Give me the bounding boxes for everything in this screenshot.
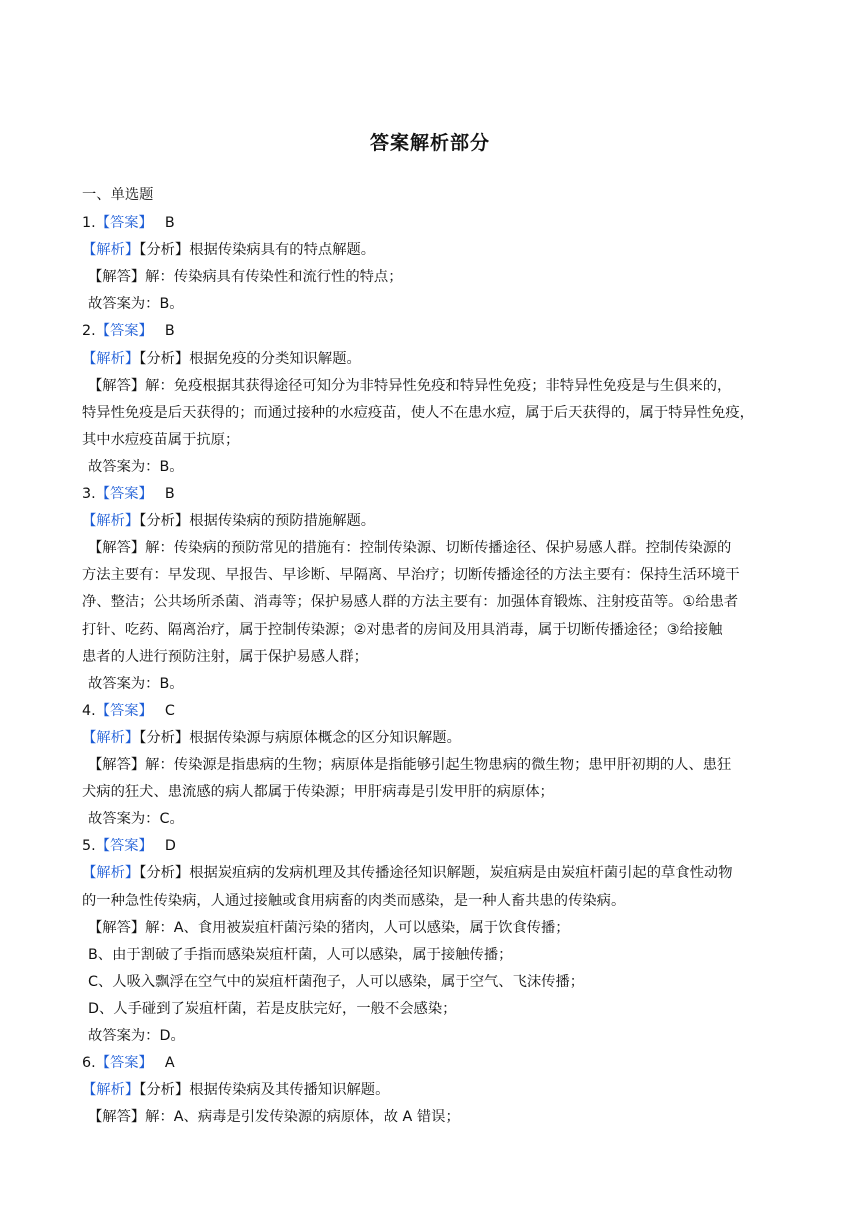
solution-line: 【解答】解：免疫根据其获得途径可知分为非特异性免疫和特异性免疫；非特异性免疫是与生俱来的，	[88, 377, 732, 394]
solution-line: 故答案为：B。	[88, 458, 184, 475]
solution-line: 【解答】解：传染源是指患病的生物；病原体是指能够引起生物患病的微生物；患甲肝初期的人、患狂	[88, 757, 732, 773]
answer-label: 【答案】	[95, 838, 153, 855]
answer-line	[82, 321, 782, 341]
analysis-label: 【解析】	[82, 1082, 140, 1099]
solution-line: 【解答】解：A、食用被炭疽杆菌污染的猪肉，人可以感染，属于饮食传播；	[88, 919, 570, 936]
page-title: 答案解析部分	[369, 132, 490, 154]
answer-value: B	[164, 215, 175, 231]
solution-line: 故答案为：B。	[88, 296, 184, 313]
solution-line: 故答案为：B。	[88, 675, 184, 692]
solution-line: 犬病的狂犬、患流感的病人都属于传染源；甲肝病毒是引发甲肝的病原体；	[82, 784, 554, 801]
analysis-line	[82, 511, 782, 531]
solution-line: 故答案为：D。	[88, 1028, 185, 1044]
solution-line: D、人手碰到了炭疽杆菌，若是皮肤完好，一般不会感染；	[88, 1000, 457, 1017]
solution-line: 患者的人进行预防注射，属于保护易感人群；	[82, 648, 368, 665]
answer-value: D	[164, 838, 176, 855]
answer-label: 【答案】	[95, 215, 153, 231]
question-number: 6.	[82, 1055, 96, 1072]
question-number: 5.	[82, 838, 96, 855]
section-heading: 一、单选题	[82, 187, 154, 203]
answer-line	[82, 1053, 782, 1073]
analysis-line	[82, 1080, 782, 1100]
analysis-text: 【分析】根据炭疽病的发病机理及其传播途径知识解题，炭疽病是由炭疽杆菌引起的草食性动物	[139, 865, 733, 882]
answer-line	[82, 213, 782, 233]
analysis-label: 【解析】	[82, 513, 140, 530]
answer-line	[82, 701, 782, 721]
analysis-text: 【分析】根据传染源与病原体概念的区分知识解题。	[139, 729, 461, 746]
solution-line: 故答案为：C。	[88, 811, 184, 828]
solution-line: 【解答】解：传染病具有传染性和流行性的特点；	[88, 269, 403, 286]
analysis-text: 【分析】根据免疫的分类知识解题。	[139, 350, 361, 367]
answer-label: 【答案】	[95, 486, 153, 502]
solution-line: 【解答】解：A、病毒是引发传染源的病原体，故 A 错误；	[88, 1109, 460, 1126]
answer-label: 【答案】	[95, 323, 153, 340]
solution-line: 净、整洁；公共场所杀菌、消毒等；保护易感人群的方法主要有：加强体育锻炼、注射疫苗等。①给患者	[82, 594, 739, 611]
answer-value: C	[164, 702, 175, 719]
answer-line	[82, 836, 782, 856]
analysis-text: 【分析】根据传染病及其传播知识解题。	[139, 1082, 390, 1099]
answer-value: B	[164, 323, 175, 340]
solution-line: 特异性免疫是后天获得的；而通过接种的水痘疫苗，使人不在患水痘，属于后天获得的，属于特异性免疫，	[82, 404, 754, 421]
analysis-label: 【解析】	[82, 729, 140, 746]
answer-label: 【答案】	[95, 1055, 153, 1072]
question-number: 2.	[82, 323, 96, 340]
analysis-line	[82, 349, 782, 369]
solution-line: 的一种急性传染病，人通过接触或食用病畜的肉类而感染，是一种人畜共患的传染病。	[82, 892, 626, 909]
analysis-label: 【解析】	[82, 350, 140, 367]
solution-line: B、由于割破了手指而感染炭疽杆菌，人可以感染，属于接触传播；	[88, 946, 513, 963]
question-number: 4.	[82, 702, 96, 719]
answer-line	[82, 484, 782, 504]
solution-line: 【解答】解：传染病的预防常见的措施有：控制传染源、切断传播途径、保护易感人群。控制传染源的	[88, 540, 732, 557]
solution-line: 其中水痘疫苗属于抗原；	[82, 431, 240, 448]
answer-label: 【答案】	[95, 702, 153, 719]
answer-value: A	[164, 1055, 175, 1072]
question-number: 1.	[82, 215, 96, 231]
analysis-line	[82, 240, 782, 260]
answer-value: B	[164, 486, 175, 502]
analysis-label: 【解析】	[82, 242, 140, 259]
analysis-text: 【分析】根据传染病具有的特点解题。	[139, 242, 376, 259]
analysis-label: 【解析】	[82, 865, 140, 882]
analysis-text: 【分析】根据传染病的预防措施解题。	[139, 513, 376, 530]
analysis-line	[82, 863, 782, 883]
solution-line: C、人吸入飘浮在空气中的炭疽杆菌孢子，人可以感染，属于空气、飞沫传播；	[88, 973, 585, 990]
solution-line: 方法主要有：早发现、早报告、早诊断、早隔离、早治疗；切断传播途径的方法主要有：保持生活环境干	[82, 567, 740, 584]
solution-line: 打针、吃药、隔离治疗，属于控制传染源；②对患者的房间及用具消毒，属于切断传播途径；③给接触	[82, 621, 723, 638]
question-number: 3.	[82, 486, 96, 502]
analysis-line	[82, 728, 782, 748]
